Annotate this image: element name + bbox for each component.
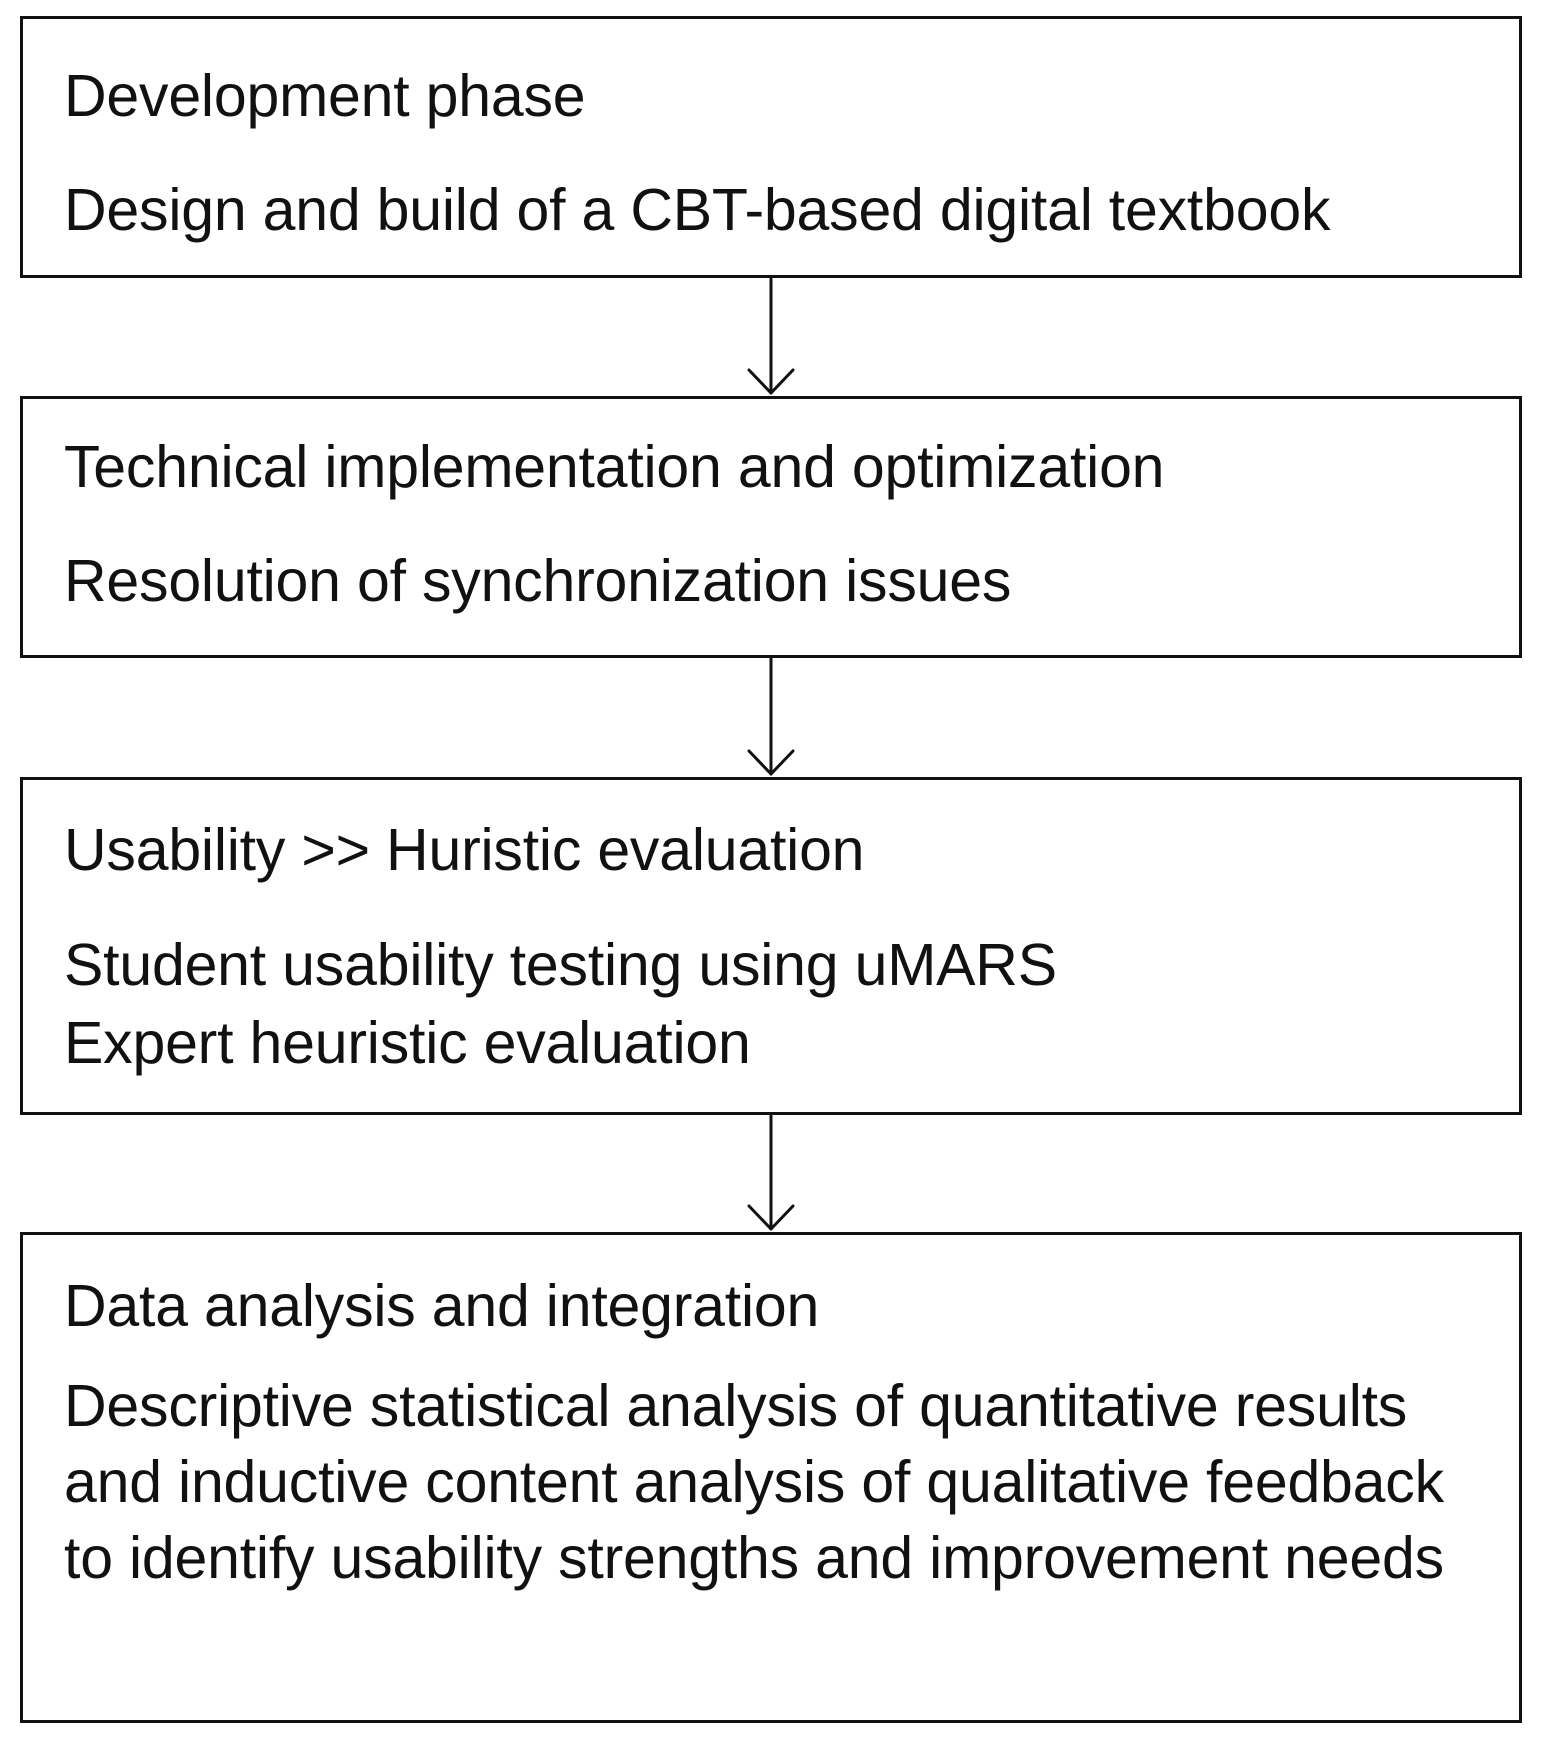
arrow-1-to-2 [749, 279, 793, 393]
arrow-3-to-4 [749, 1116, 793, 1229]
step-title-technical: Technical implementation and optimization [64, 434, 1165, 500]
step-box-data-analysis [20, 1232, 1522, 1723]
step-detail-development-1: Design and build of a CBT-based digital textbook [64, 177, 1331, 243]
step-title-usability: Usability >> Huristic evaluation [64, 817, 865, 883]
arrow-2-to-3 [749, 659, 793, 774]
step-title-development: Development phase [64, 63, 586, 129]
step-detail-usability-1: Student usability testing using uMARS [64, 932, 1057, 998]
step-detail-data-analysis-1: Descriptive statistical analysis of quantitative results and inductive content analysis of qualitative feedback to identify usability strengths and improvement needs [64, 1373, 1444, 1591]
step-detail-technical-1: Resolution of synchronization issues [64, 548, 1012, 614]
step-box-technical [20, 396, 1522, 658]
step-box-development [20, 16, 1522, 278]
step-title-data-analysis: Data analysis and integration [64, 1273, 820, 1339]
step-box-usability [20, 777, 1522, 1115]
step-detail-usability-2: Expert heuristic evaluation [64, 1010, 751, 1076]
